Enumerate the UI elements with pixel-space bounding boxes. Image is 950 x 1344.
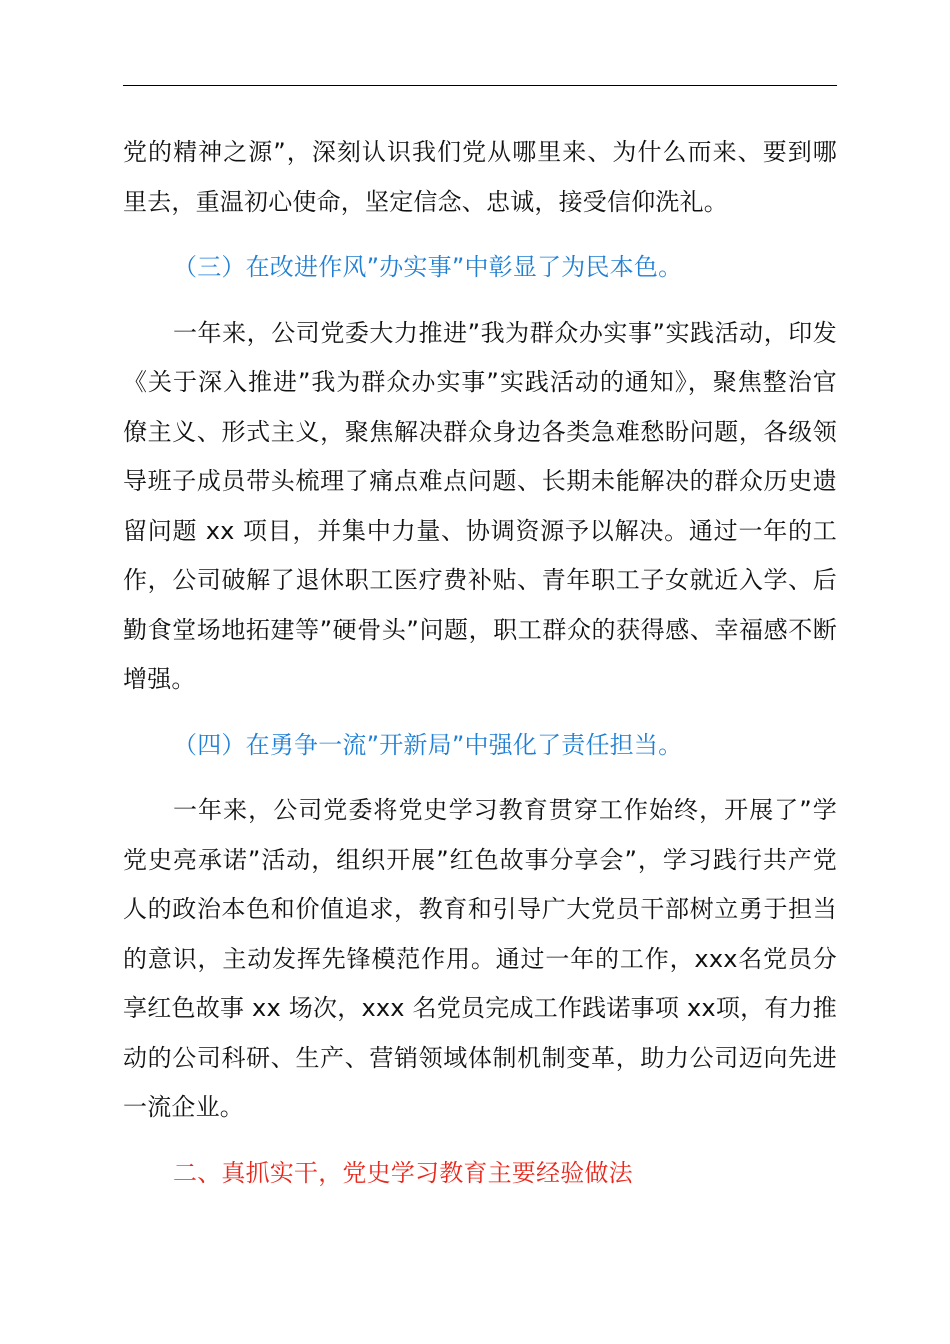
spacer — [123, 705, 837, 721]
spacer — [123, 770, 837, 786]
body-paragraph-2: 一年来，公司党委大力推进”我为群众办实事”实践活动，印发《关于深入推进”我为群众办实事”实践活动的通知》，聚焦整治官僚主义、形式主义，聚焦解决群众身边各类急难愁盼问题，各级领导班子成员带头梳理了痛点难点问题、长期未能解决的群众历史遗留问题 xx 项目，并集中力量、协调资源予以解决。通过一年的工作，公司破解了退休职工医疗费补贴、青年职工子女就近入学、后勤食堂场地拓建等”硬骨头”问题，职工群众的获得感、幸福感不断增强。 — [123, 318, 837, 693]
spacer — [123, 1133, 837, 1149]
spacer — [123, 293, 837, 309]
subheading-four: （四）在勇争一流”开新局”中强化了责任担当。 — [173, 730, 683, 759]
section-heading-two: 二、真抓实干，党史学习教育主要经验做法 — [173, 1158, 633, 1187]
header-rule — [123, 85, 837, 86]
spacer — [123, 227, 837, 243]
subheading-three: （三）在改进作风”办实事”中彰显了为民本色。 — [173, 253, 683, 281]
body-paragraph-3: 一年来，公司党委将党史学习教育贯穿工作始终，开展了”学党史亮承诺”活动，组织开展”红色故事分享会”，学习践行共产党人的政治本色和价值追求，教育和引导广大党员干部树立勇于担当的意识，主动发挥先锋模范作用。通过一年的工作，xxx名党员分享红色故事 xx 场次，xxx 名党员完成工作践诺事项 xx项，有力推动的公司科研、生产、营销领域体制机制变革，助力公司迈向先进一流企业。 — [123, 796, 837, 1121]
document-body — [123, 128, 837, 1198]
body-paragraph-1: 党的精神之源”，深刻认识我们党从哪里来、为什么而来、要到哪里去，重温初心使命，坚定信念、忠诚，接受信仰洗礼。 — [123, 138, 837, 216]
